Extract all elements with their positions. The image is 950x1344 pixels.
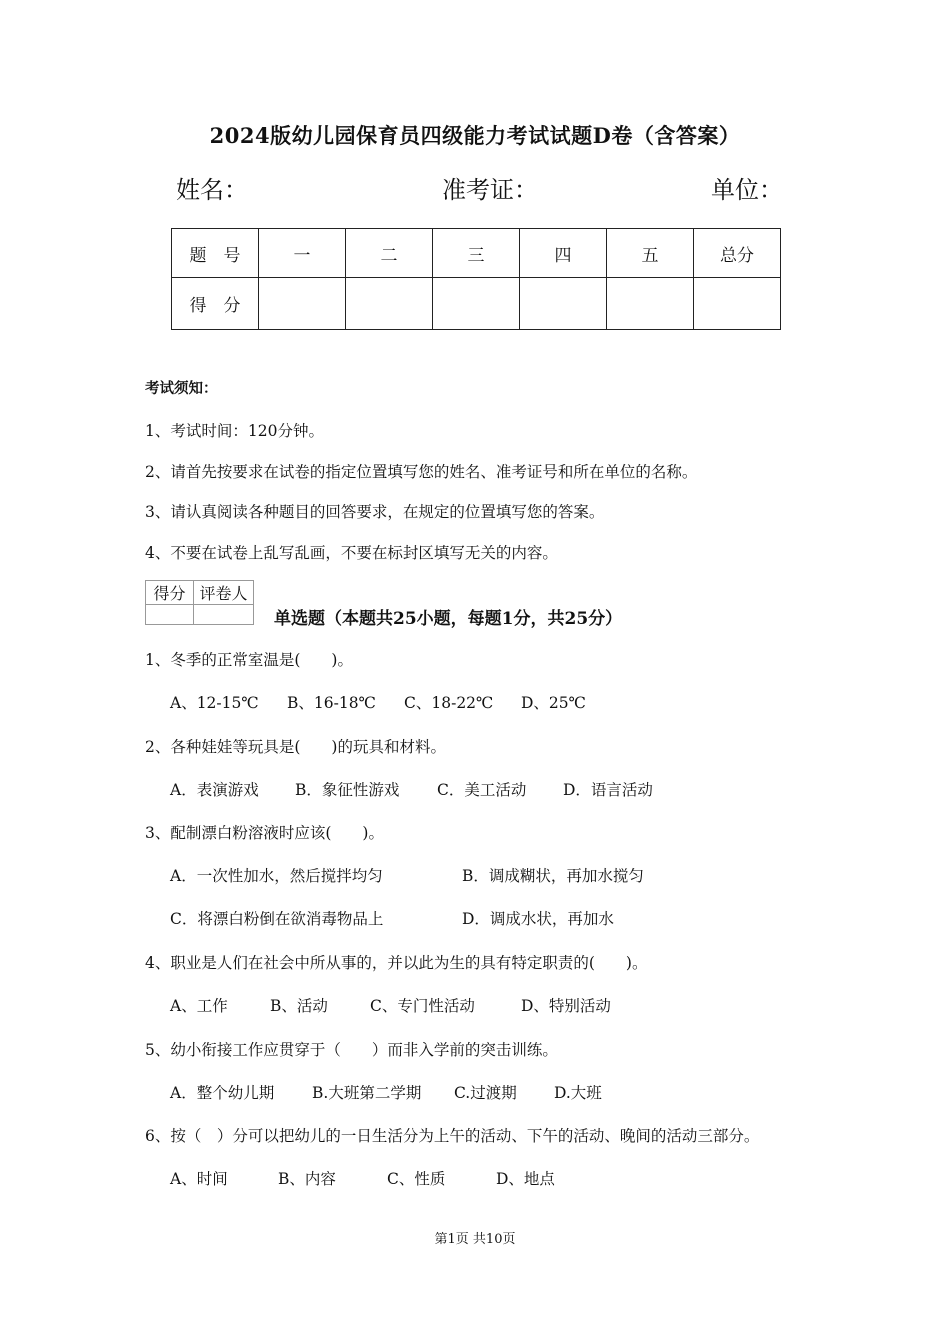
answer-option[interactable]: B.大班第二学期 <box>312 1084 422 1102</box>
answer-option[interactable]: C．美工活动 <box>437 781 527 799</box>
answer-option[interactable]: A、工作 <box>170 997 228 1015</box>
score-cell[interactable] <box>694 278 781 330</box>
answer-option[interactable]: C.过渡期 <box>454 1084 517 1102</box>
answer-option[interactable]: A、时间 <box>170 1170 228 1188</box>
answer-option[interactable]: B、内容 <box>278 1170 336 1188</box>
score-table-header-row <box>172 229 781 278</box>
question-stem: 6、按（ ）分可以把幼儿的一日生活分为上午的活动、下午的活动、晚间的活动三部分。 <box>145 1127 760 1145</box>
score-row-label: 得 分 <box>172 278 259 330</box>
grader-box <box>145 580 254 625</box>
answer-option[interactable]: B、活动 <box>270 997 328 1015</box>
notice-item: 3、请认真阅读各种题目的回答要求，在规定的位置填写您的答案。 <box>145 503 605 521</box>
score-cell[interactable] <box>259 278 346 330</box>
section-title: 单选题（本题共25小题，每题1分，共25分） <box>274 609 623 629</box>
answer-option[interactable]: D、25℃ <box>521 694 586 712</box>
answer-option[interactable]: B．象征性游戏 <box>295 781 400 799</box>
answer-option[interactable]: C、专门性活动 <box>370 997 475 1015</box>
question-stem: 2、各种娃娃等玩具是( )的玩具和材料。 <box>145 738 446 756</box>
answer-option[interactable]: A．整个幼儿期 <box>170 1084 275 1102</box>
question-stem: 4、职业是人们在社会中所从事的，并以此为生的具有特定职责的( )。 <box>145 954 648 972</box>
question-stem: 3、配制漂白粉溶液时应该( )。 <box>145 824 384 842</box>
answer-option[interactable]: D.大班 <box>554 1084 602 1102</box>
question-stem: 5、幼小衔接工作应贯穿于（ ）而非入学前的突击训练。 <box>145 1041 558 1059</box>
score-cell[interactable] <box>433 278 520 330</box>
notice-item: 4、不要在试卷上乱写乱画，不要在标封区填写无关的内容。 <box>145 544 558 562</box>
page-footer: 第1页 共10页 <box>434 1232 516 1247</box>
answer-option[interactable]: A．一次性加水，然后搅拌均匀 <box>170 867 383 885</box>
answer-option[interactable]: C．将漂白粉倒在欲消毒物品上 <box>170 910 384 928</box>
grader-reviewer-cell[interactable] <box>194 605 254 625</box>
answer-option[interactable]: C、18-22℃ <box>404 694 494 712</box>
answer-option[interactable]: D、特别活动 <box>521 997 611 1015</box>
score-table-score-row <box>172 278 781 330</box>
question-stem: 1、冬季的正常室温是( )。 <box>145 651 353 669</box>
name-field-label: 姓名： <box>176 176 248 204</box>
answer-option[interactable]: D．调成水状，再加水 <box>462 910 614 928</box>
score-table <box>171 228 781 330</box>
answer-option[interactable]: A、12-15℃ <box>170 694 259 712</box>
answer-option[interactable]: B．调成糊状，再加水搅匀 <box>462 867 644 885</box>
score-table-header-cell: 三 <box>433 229 520 278</box>
answer-option[interactable]: D、地点 <box>496 1170 555 1188</box>
score-table-header-cell: 四 <box>520 229 607 278</box>
score-cell[interactable] <box>346 278 433 330</box>
answer-option[interactable]: D．语言活动 <box>563 781 653 799</box>
score-table-header-cell: 五 <box>607 229 694 278</box>
answer-option[interactable]: A．表演游戏 <box>170 781 259 799</box>
score-table-header-cell: 题 号 <box>172 229 259 278</box>
answer-option[interactable]: C、性质 <box>387 1170 446 1188</box>
grader-score-label: 得分 <box>146 581 194 605</box>
grader-reviewer-label: 评卷人 <box>194 581 254 605</box>
answer-option[interactable]: B、16-18℃ <box>287 694 376 712</box>
exam-id-field-label: 准考证： <box>442 176 538 204</box>
score-table-header-cell: 一 <box>259 229 346 278</box>
page-title: 2024版幼儿园保育员四级能力考试试题D卷（含答案） <box>209 123 741 148</box>
grader-score-cell[interactable] <box>146 605 194 625</box>
unit-field-label: 单位： <box>711 176 783 204</box>
score-table-header-cell: 二 <box>346 229 433 278</box>
notice-item: 1、考试时间：120分钟。 <box>145 422 324 440</box>
score-cell[interactable] <box>607 278 694 330</box>
score-table-header-cell: 总分 <box>694 229 781 278</box>
notice-item: 2、请首先按要求在试卷的指定位置填写您的姓名、准考证号和所在单位的名称。 <box>145 463 698 481</box>
score-cell[interactable] <box>520 278 607 330</box>
notice-heading: 考试须知： <box>145 380 218 397</box>
